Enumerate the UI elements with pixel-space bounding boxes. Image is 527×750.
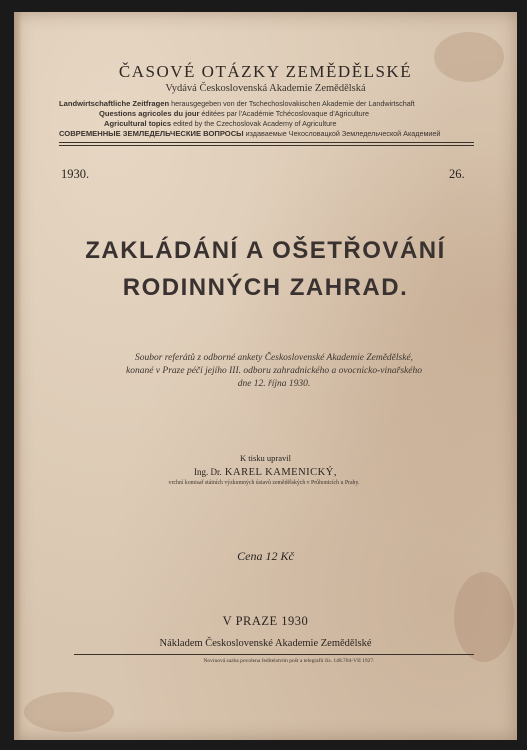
editor-name: Ing. Dr. KAREL KAMENICKÝ, [194,467,337,478]
series-title: ČASOVÉ OTÁZKY ZEMĚDĚLSKÉ [118,62,413,81]
imprint: Nákladem Československé Akademie Zemědělské [159,638,372,649]
postal-notice: Novinová sazba povolena ředitelstvím pošt a telegrafů čís. 148.704-VII 1927. [203,658,375,664]
page-spine-shadow [14,12,22,740]
price: Cena 12 Kč [237,549,294,563]
lang-line-german: Landwirtschaftliche Zeitfragen herausgegeben von der Tschechoslovakischen Akademie der Landwirtschaft [59,99,415,108]
main-title [14,232,517,306]
lang-line-russian: СОВРЕМЕННЫЕ ЗЕМЛЕДЕЛЬЧЕСКИЕ ВОПРОСЫ издаваемые Чехословацкой Земледельческой Академией [59,129,441,138]
publication-place-year: V PRAZE 1930 [222,614,309,628]
year: 1930. [61,167,90,181]
description: Soubor referátů z odborné ankety Československé Akademie Zemědělské, konané v Praze péčí jejího III. odboru zahradnického a ovocnicko-vinařského dne 12. října 1930. [126,353,422,389]
footer-rule [74,654,474,655]
publisher-line: Vydává Československá Akademie Zemědělská [165,83,366,94]
main-title-line-2: RODINNÝCH ZAHRAD. [122,274,409,301]
main-title-line-1: ZAKLÁDÁNÍ A OŠETŘOVÁNÍ [85,237,446,264]
header-rule [59,142,474,143]
header-rule-thin [59,145,474,146]
document-page [14,12,517,740]
lang-line-english: Agricultural topics edited by the Czechoslovak Academy of Agriculture [104,119,337,128]
issue-number: 26. [449,167,465,181]
editor-role: vrchní komisař státních výzkumných ústavů zemědělských v Průhonicích u Prahy. [168,480,360,486]
age-stain [24,692,114,732]
editor-label: K tisku upravil [240,453,291,463]
lang-line-french: Questions agricoles du jour éditées par l'Académie Tchécoslovaque d'Agriculture [99,109,370,118]
